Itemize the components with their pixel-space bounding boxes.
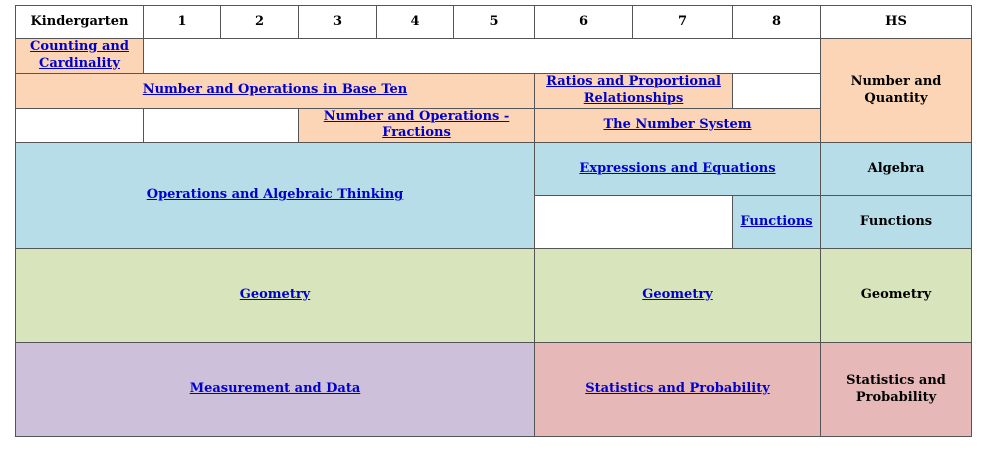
standards-progression-table — [15, 5, 972, 437]
grade-header-row — [16, 6, 972, 39]
empty-cell — [16, 108, 144, 143]
empty-cell — [144, 108, 299, 143]
fractions-link[interactable]: Number and Operations - Fractions — [323, 108, 510, 141]
algebra-row — [16, 143, 972, 196]
header-kindergarten: Kindergarten — [16, 6, 144, 39]
measurement-data-cell — [16, 343, 535, 437]
geometry-row — [16, 249, 972, 343]
geometry-68-link[interactable]: Geometry — [642, 287, 713, 303]
hs-geometry-cell: Geometry — [821, 249, 972, 343]
ratios-link[interactable]: Ratios and Proportional Relationships — [546, 73, 721, 106]
geometry-k5-cell — [16, 249, 535, 343]
header-grade-6: 6 — [535, 6, 633, 39]
operations-algebraic-cell — [16, 143, 535, 249]
header-grade-5: 5 — [454, 6, 535, 39]
base-ten-cell — [16, 73, 535, 108]
expressions-equations-link[interactable]: Expressions and Equations — [579, 160, 776, 176]
header-grade-7: 7 — [633, 6, 733, 39]
base-ten-link[interactable]: Number and Operations in Base Ten — [142, 82, 408, 98]
header-grade-2: 2 — [221, 6, 299, 39]
hs-algebra-cell: Algebra — [821, 143, 972, 196]
number-system-link[interactable]: The Number System — [603, 117, 752, 132]
statistics-probability-cell — [535, 343, 821, 437]
number-system-cell — [535, 108, 821, 143]
header-grade-1: 1 — [144, 6, 221, 39]
statistics-probability-link[interactable]: Statistics and Probability — [585, 381, 770, 397]
hs-statistics-probability-cell: Statistics and Probability — [821, 343, 972, 437]
empty-cell — [733, 73, 821, 108]
hs-functions-cell: Functions — [821, 196, 972, 249]
header-grade-3: 3 — [299, 6, 377, 39]
ratios-cell — [535, 73, 733, 108]
header-high-school: HS — [821, 6, 972, 39]
fractions-cell — [299, 108, 535, 143]
measurement-data-link[interactable]: Measurement and Data — [189, 381, 361, 397]
counting-cardinality-cell — [16, 39, 144, 74]
empty-cell — [144, 39, 821, 74]
data-row — [16, 343, 972, 437]
expressions-equations-cell — [535, 143, 821, 196]
counting-row — [16, 39, 972, 74]
functions-cell — [733, 196, 821, 249]
empty-cell — [535, 196, 733, 249]
counting-cardinality-link[interactable]: Counting and Cardinality — [30, 39, 129, 71]
geometry-68-cell — [535, 249, 821, 343]
operations-algebraic-link[interactable]: Operations and Algebraic Thinking — [146, 187, 404, 203]
header-grade-4: 4 — [377, 6, 454, 39]
hs-number-quantity-cell: Number and Quantity — [821, 39, 972, 143]
functions-link[interactable]: Functions — [740, 213, 813, 229]
geometry-k5-link[interactable]: Geometry — [239, 287, 311, 303]
header-grade-8: 8 — [733, 6, 821, 39]
